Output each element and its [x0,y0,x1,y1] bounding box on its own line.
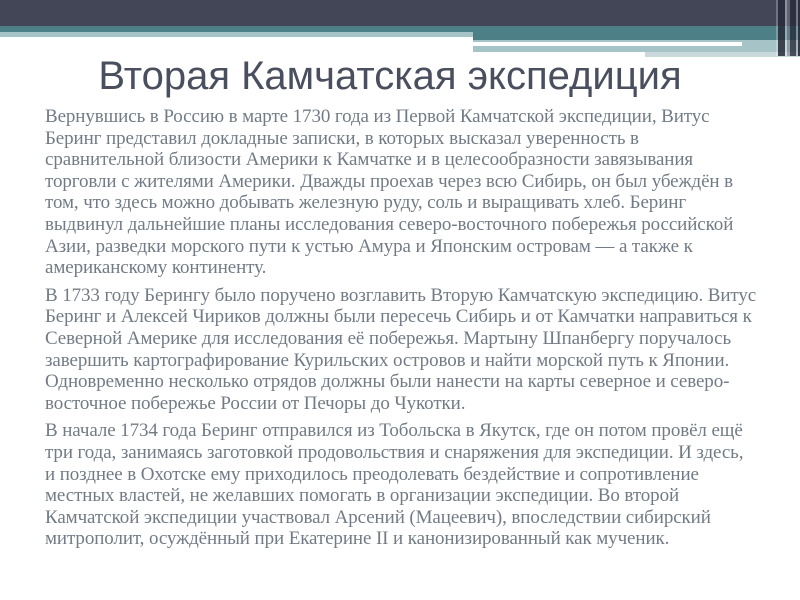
paragraph-2: В 1733 году Берингу было поручено возглавить Вторую Камчатскую экспедицию. Витус Беринг и Алексей Чириков должны были пересечь Сибирь и от Камчатки направиться к Северной Америке для исследования её побережья. Мартыну Шпанбергу поручалось завершить картографирование Курильских островов и найти морской путь к Японии. Одновременно несколько отрядов должны были нанести на карты северное и северо-восточное побережье России от Печоры до Чукотки. [45,284,757,414]
top-bar-decoration [0,0,800,26]
paragraph-1: Вернувшись в Россию в марте 1730 года из Первой Камчатской экспедиции, Витус Беринг представил докладные записки, в которых высказал уверенность в сравнительной близости Америки к Камчатке и в целесообразности завязывания торговли с жителями Америки. Дважды проехав через всю Сибирь, он был убеждён в том, что здесь можно добывать железную руду, соль и выращивать хлеб. Беринг выдвинул дальнейшие планы исследования северо-восточного побережья российской Азии, разведки морского пути к устью Амура и Японским островам — а также к американскому континенту. [45,106,734,279]
slide-title: Вторая Камчатская экспедиция [98,54,682,98]
slide-body [45,106,757,556]
paragraph-3: В начале 1734 года Беринг отправился из Тобольска в Якутск, где он потом провёл ещё три года, занимаясь заготовкой продовольствия и снаряжения для экспедиции. И здесь, и позднее в Охотске ему приходилось преодолевать бездействие и сопротивление местных властей, не желавших помогать в организации экспедиции. Во второй Камчатской экспедиции участвовал Арсений (Мацеевич), впоследствии сибирский митрополит, осуждённый при Екатерине II и канонизированный как мученик. [45,420,744,550]
light-teal-left-decoration [0,32,473,37]
teal-right-block-decoration [473,26,800,40]
white-stripe-decoration [473,42,742,46]
